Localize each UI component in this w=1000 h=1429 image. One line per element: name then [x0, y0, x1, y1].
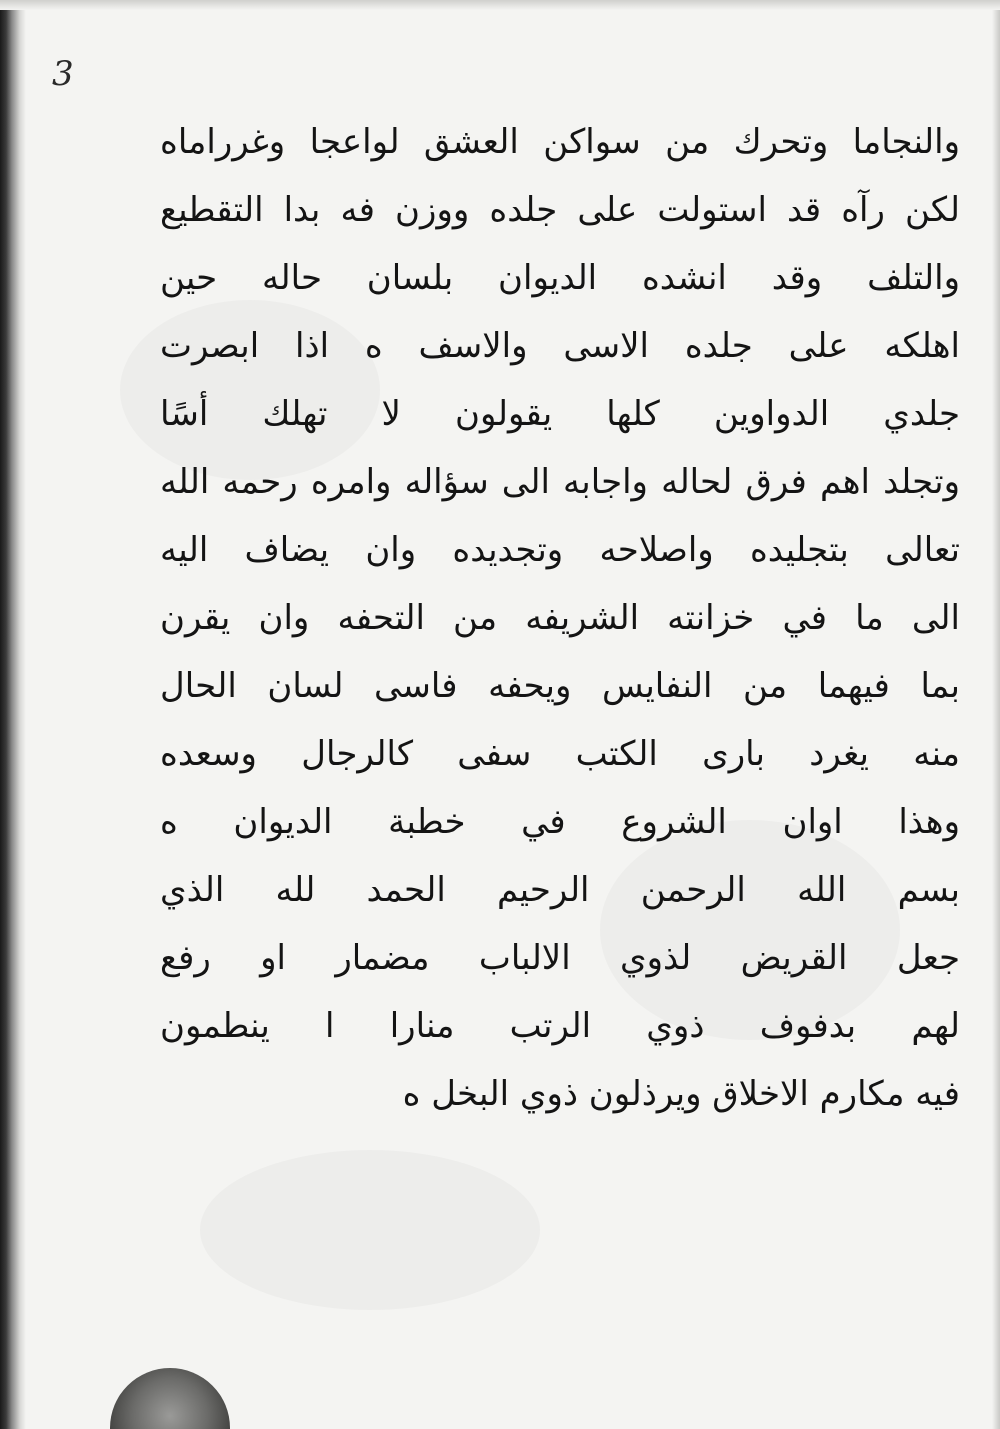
- text-line: بسم الله الرحمن الرحيم الحمد لله الذي: [160, 870, 960, 910]
- text-line: لهم بدفوف ذوي الرتب منارا ا ينطمون: [160, 1006, 960, 1046]
- top-page-edge: [0, 0, 1000, 10]
- text-line: والنجاما وتحرك من سواكن العشق لواعجا وغرراماه: [160, 122, 960, 162]
- text-line: منه يغرد بارى الكتب سفى كالرجال وسعده: [160, 734, 960, 774]
- text-line: بما فيهما من النفايس ويحفه فاسى لسان الحال: [160, 666, 960, 706]
- text-line: وتجلد اهم فرق لحاله واجابه الى سؤاله وامره رحمه الله: [160, 462, 960, 502]
- text-line: والتلف وقد انشده الديوان بلسان حاله حين: [160, 258, 960, 298]
- manuscript-text-block: [160, 108, 960, 1128]
- thumb-shadow: [110, 1368, 230, 1429]
- text-line: لكن رآه قد استولت على جلده ووزن فه بدا التقطيع: [160, 190, 960, 230]
- text-line: تعالى بتجليده واصلاحه وتجديده وان يضاف اليه: [160, 530, 960, 570]
- text-line: جلدي الدواوين كلها يقولون لا تهلك أسًا: [160, 394, 960, 434]
- binding-edge-shadow: [0, 0, 26, 1429]
- paper-stain: [200, 1150, 540, 1310]
- right-page-edge: [992, 0, 1000, 1429]
- text-line: وهذا اوان الشروع في خطبة الديوان ه: [160, 802, 960, 842]
- text-line: اهلكه على جلده الاسى والاسف ه اذا ابصرت: [160, 326, 960, 366]
- text-line: جعل القريض لذوي الالباب مضمار او رفع: [160, 938, 960, 978]
- text-line: الى ما في خزانته الشريفه من التحفه وان يقرن: [160, 598, 960, 638]
- text-line: فيه مكارم الاخلاق ويرذلون ذوي البخل ه: [402, 1074, 960, 1114]
- folio-number: 3: [52, 54, 74, 94]
